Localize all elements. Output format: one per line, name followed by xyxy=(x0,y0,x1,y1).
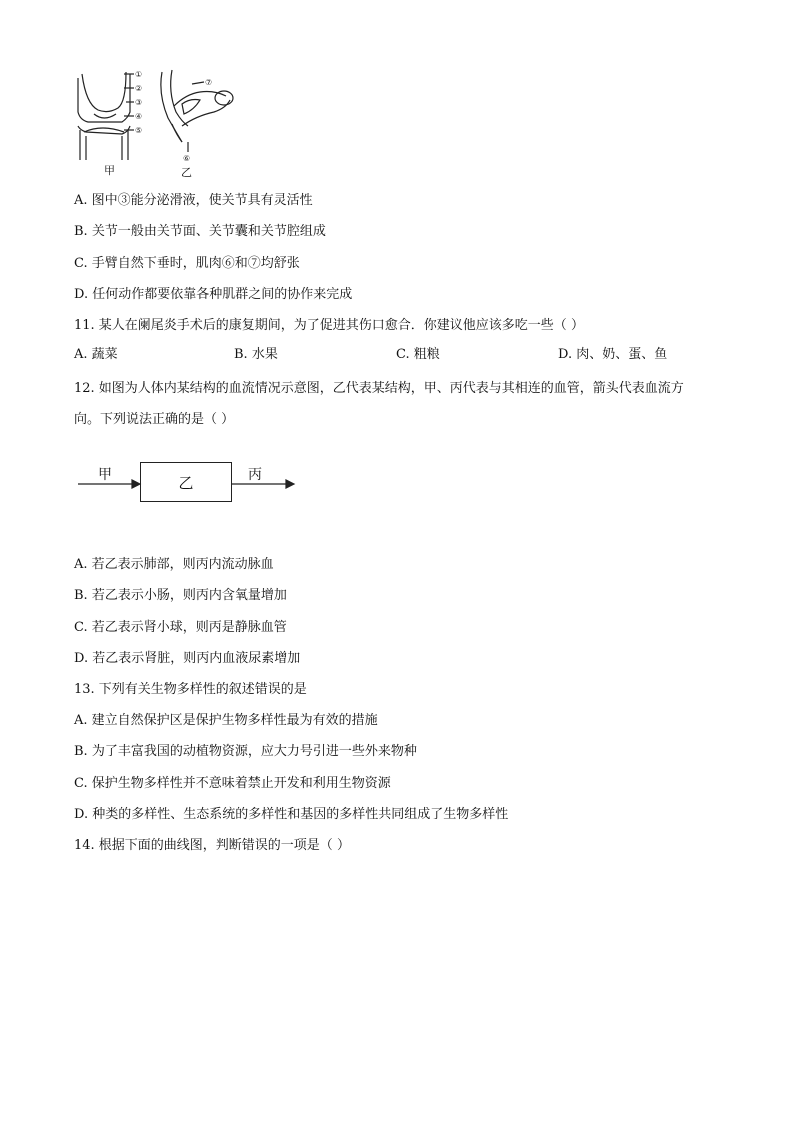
q11-stem: 11. 某人在阑尾炎手术后的康复期间，为了促进其伤口愈合．你建议他应该多吃一些（ ） xyxy=(74,318,584,333)
q11-option-b[interactable]: B. 水果 xyxy=(234,347,278,362)
q11-option-d[interactable]: D. 肉、奶、蛋、鱼 xyxy=(558,347,668,362)
q13-stem: 13. 下列有关生物多样性的叙述错误的是 xyxy=(74,682,307,697)
marker-4: ④ xyxy=(135,112,143,121)
q13-option-c[interactable]: C. 保护生物多样性并不意味着禁止开发和利用生物资源 xyxy=(74,776,391,791)
joint-arm-drawing xyxy=(64,64,244,180)
vessel-jia-label: 甲 xyxy=(98,467,112,483)
q12-stem-line1: 12. 如图为人体内某结构的血流情况示意图，乙代表某结构，甲、丙代表与其相连的血管，箭头代表血流方 xyxy=(74,381,684,396)
q11-option-a[interactable]: A. 蔬菜 xyxy=(74,347,118,362)
q12-option-a[interactable]: A. 若乙表示肺部，则丙内流动脉血 xyxy=(74,557,274,572)
q13-option-d[interactable]: D. 种类的多样性、生态系统的多样性和基因的多样性共同组成了生物多样性 xyxy=(74,807,509,822)
q12-option-c[interactable]: C. 若乙表示肾小球，则丙是静脉血管 xyxy=(74,620,287,635)
q10-option-a[interactable]: A. 图中③能分泌滑液，使关节具有灵活性 xyxy=(74,193,313,208)
q12-option-d[interactable]: D. 若乙表示肾脏，则丙内血液尿素增加 xyxy=(74,651,301,666)
marker-2: ② xyxy=(135,84,143,93)
q13-option-a[interactable]: A. 建立自然保护区是保护生物多样性最为有效的措施 xyxy=(74,713,378,728)
q13-option-b[interactable]: B. 为了丰富我国的动植物资源，应大力号引进一些外来物种 xyxy=(74,744,417,759)
q11-option-c[interactable]: C. 粗粮 xyxy=(396,347,440,362)
joint-arm-figure xyxy=(64,64,244,180)
q10-option-c[interactable]: C. 手臂自然下垂时，肌肉⑥和⑦均舒张 xyxy=(74,256,300,271)
marker-3: ③ xyxy=(135,98,143,107)
q14-stem: 14. 根据下面的曲线图，判断错误的一项是（ ） xyxy=(74,838,350,853)
structure-yi-label: 乙 xyxy=(178,473,194,492)
q10-option-d[interactable]: D. 任何动作都要依靠各种肌群之间的协作来完成 xyxy=(74,287,353,302)
marker-7: ⑦ xyxy=(205,78,213,87)
q12-option-b[interactable]: B. 若乙表示小肠，则丙内含氧量增加 xyxy=(74,588,287,603)
marker-6: ⑥ xyxy=(183,154,191,163)
figure-label-yi: 乙 xyxy=(181,166,192,179)
q10-option-b[interactable]: B. 关节一般由关节面、关节囊和关节腔组成 xyxy=(74,224,326,239)
figure-label-jia: 甲 xyxy=(104,164,115,177)
marker-1: ① xyxy=(135,70,143,79)
q12-stem-line2: 向。下列说法正确的是（ ） xyxy=(74,412,235,427)
structure-yi-box xyxy=(140,462,232,502)
marker-5: ⑤ xyxy=(135,126,143,135)
vessel-bing-label: 丙 xyxy=(248,467,262,483)
